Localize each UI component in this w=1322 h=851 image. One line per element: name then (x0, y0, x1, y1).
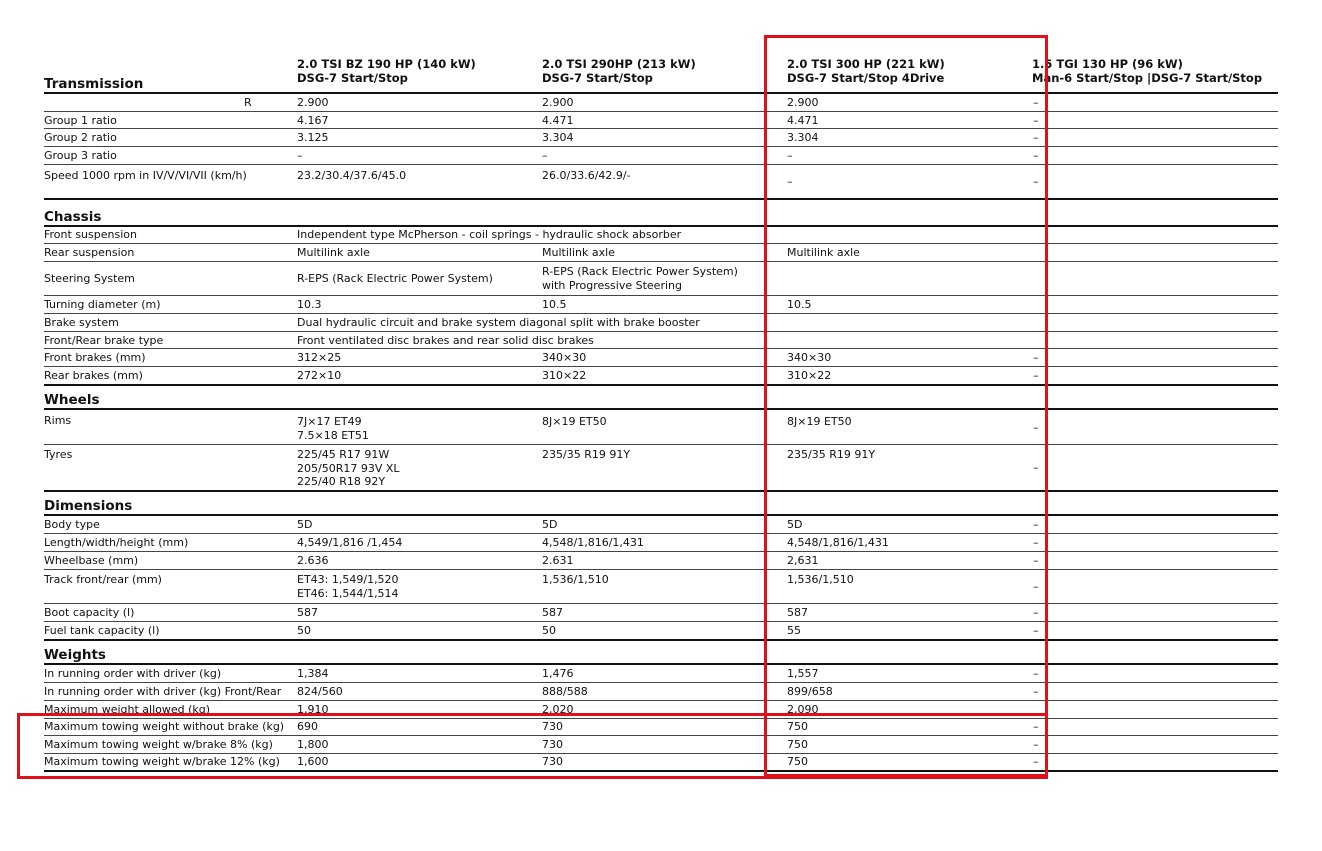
cell-value: 50 (542, 624, 556, 637)
row-label: Group 1 ratio (44, 114, 117, 127)
cell-value: 750 (787, 720, 808, 733)
cell-value: 1,384 (297, 667, 329, 680)
cell-value: 587 (297, 606, 318, 619)
cell-dash: – (1033, 421, 1039, 434)
cell-value: 2,631 (787, 554, 819, 567)
row-label: Rear suspension (44, 246, 135, 259)
cell-value: Independent type McPherson - coil springs - hydraulic shock absorber (297, 228, 682, 241)
row-label: Brake system (44, 316, 119, 329)
row-label: In running order with driver (kg) (44, 667, 222, 680)
divider (44, 663, 1278, 665)
row-label: Turning diameter (m) (44, 298, 161, 311)
cell-value: 5D (787, 518, 803, 531)
row-label: Length/width/height (mm) (44, 536, 189, 549)
row-label: Boot capacity (l) (44, 606, 135, 619)
cell-value: 5D (297, 518, 313, 531)
cell-value: 2.636 (297, 554, 329, 567)
divider (44, 700, 1278, 701)
cell-value: 10.5 (787, 298, 812, 311)
row-label: Body type (44, 518, 100, 531)
section-title-wheels: Wheels (44, 392, 100, 408)
divider (44, 348, 1278, 349)
row-label: Maximum towing weight without brake (kg) (44, 720, 285, 733)
row-label: Front/Rear brake type (44, 334, 164, 347)
cell-value: 1,800 (297, 738, 329, 751)
highlight-box-towing-rows (17, 713, 1048, 779)
divider (44, 551, 1278, 552)
cell-dash: – (1033, 369, 1039, 382)
row-label: Maximum towing weight w/brake 12% (kg) (44, 755, 280, 768)
cell-value: 690 (297, 720, 318, 733)
cell-value: 312×25 (297, 351, 342, 364)
highlight-box-column (764, 35, 1048, 777)
divider (44, 313, 1278, 314)
cell-dash: – (1033, 131, 1039, 144)
divider (44, 639, 1278, 641)
cell-dash: – (1033, 114, 1039, 127)
divider (44, 92, 1278, 94)
divider (44, 331, 1278, 332)
cell-value: 235/35 R19 91Y (542, 448, 631, 461)
cell-dash: – (1033, 554, 1039, 567)
divider (44, 128, 1278, 129)
cell-value: 730 (542, 755, 563, 768)
cell-value: 3.304 (542, 131, 574, 144)
divider (44, 366, 1278, 367)
cell-value: 340×30 (787, 351, 832, 364)
divider (44, 569, 1278, 570)
cell-value: 8J×19 ET50 (787, 415, 852, 428)
cell-value: Multilink axle (542, 246, 615, 259)
row-label: Group 2 ratio (44, 131, 117, 144)
divider (44, 384, 1278, 386)
cell-value: – (297, 149, 303, 162)
cell-value: 3.125 (297, 131, 329, 144)
cell-value: 3.304 (787, 131, 819, 144)
cell-value: 225/45 R17 91W 205/50R17 93V XL 225/40 R18 92Y (297, 448, 400, 488)
cell-value: 272×10 (297, 369, 342, 382)
divider (44, 514, 1278, 516)
cell-value: 235/35 R19 91Y (787, 448, 876, 461)
cell-dash: – (1033, 685, 1039, 698)
cell-value: 4,549/1,816 /1,454 (297, 536, 403, 549)
cell-value: 10.3 (297, 298, 322, 311)
cell-value: Front ventilated disc brakes and rear solid disc brakes (297, 334, 594, 347)
column-header-2 (542, 57, 696, 85)
cell-value: 1,910 (297, 703, 329, 716)
row-label: Front brakes (mm) (44, 351, 146, 364)
divider (44, 408, 1278, 410)
column-header-subtitle: DSG-7 Start/Stop (542, 71, 653, 85)
row-label: Rims (44, 414, 72, 427)
section-title-chassis: Chassis (44, 209, 102, 225)
row-label: Fuel tank capacity (l) (44, 624, 160, 637)
row-label: R (244, 96, 252, 109)
cell-value: 1,536/1,510 (787, 573, 854, 586)
cell-dash: – (1033, 536, 1039, 549)
row-label: Steering System (44, 272, 135, 285)
divider (44, 164, 1278, 165)
cell-value: 2.900 (542, 96, 574, 109)
cell-value: 750 (787, 755, 808, 768)
row-label: Rear brakes (mm) (44, 369, 143, 382)
divider (44, 261, 1278, 262)
cell-value: 730 (542, 738, 563, 751)
cell-value: 4.471 (542, 114, 574, 127)
row-label: Maximum weight allowed (kg) (44, 703, 211, 716)
column-header-subtitle: DSG-7 Start/Stop 4Drive (787, 71, 945, 85)
cell-value: 5D (542, 518, 558, 531)
column-header-title: 2.0 TSI 290HP (213 kW) (542, 57, 696, 71)
divider (44, 603, 1278, 604)
cell-value: 8J×19 ET50 (542, 415, 607, 428)
cell-value: 23.2/30.4/37.6/45.0 (297, 169, 407, 182)
cell-value: 26.0/33.6/42.9/- (542, 169, 631, 182)
divider (44, 444, 1278, 445)
cell-value: 1,557 (787, 667, 819, 680)
cell-value: 50 (297, 624, 311, 637)
cell-value: 730 (542, 720, 563, 733)
divider (44, 621, 1278, 622)
cell-value: R-EPS (Rack Electric Power System) (297, 272, 493, 285)
cell-value: Multilink axle (787, 246, 860, 259)
cell-value: 10.5 (542, 298, 567, 311)
column-header-title: 2.0 TSI 300 HP (221 kW) (787, 57, 945, 71)
column-header-title: 2.0 TSI BZ 190 HP (140 kW) (297, 57, 476, 71)
divider (44, 490, 1278, 492)
cell-value: 824/560 (297, 685, 343, 698)
cell-value: 2.631 (542, 554, 574, 567)
cell-value: 2,090 (787, 703, 819, 716)
cell-value: 1,476 (542, 667, 574, 680)
cell-dash: – (1033, 667, 1039, 680)
cell-value: 7J×17 ET49 7.5×18 ET51 (297, 415, 369, 442)
cell-dash: – (1033, 580, 1039, 593)
divider (44, 225, 1278, 227)
column-header-subtitle: DSG-7 Start/Stop (297, 71, 408, 85)
divider (44, 111, 1278, 112)
column-header-1 (297, 57, 476, 85)
cell-value: 1,536/1,510 (542, 573, 609, 586)
cell-value: 1,600 (297, 755, 329, 768)
column-header-title: 1.5 TGI 130 HP (96 kW) (1032, 57, 1183, 71)
cell-dash: – (1033, 351, 1039, 364)
row-label: Track front/rear (mm) (44, 573, 162, 586)
row-label: Front suspension (44, 228, 137, 241)
cell-value: 4,548/1,816/1,431 (542, 536, 644, 549)
section-title-dimensions: Dimensions (44, 498, 133, 514)
cell-value: – (787, 175, 793, 188)
cell-dash: – (1033, 149, 1039, 162)
divider (44, 146, 1278, 147)
cell-value: 2,020 (542, 703, 574, 716)
row-label: Speed 1000 rpm in IV/V/VI/VII (km/h) (44, 169, 247, 182)
cell-dash: – (1033, 461, 1039, 474)
cell-value: Dual hydraulic circuit and brake system diagonal split with brake booster (297, 316, 700, 329)
divider (44, 243, 1278, 244)
cell-value: 899/658 (787, 685, 833, 698)
cell-value: 2.900 (787, 96, 819, 109)
cell-dash: – (1033, 606, 1039, 619)
cell-value: 587 (542, 606, 563, 619)
cell-dash: – (1033, 518, 1039, 531)
cell-value: 310×22 (787, 369, 832, 382)
cell-value: 4,548/1,816/1,431 (787, 536, 889, 549)
cell-value: R-EPS (Rack Electric Power System) with Progressive Steering (542, 265, 738, 292)
cell-dash: – (1033, 738, 1039, 751)
cell-value: Multilink axle (297, 246, 370, 259)
cell-value: 750 (787, 738, 808, 751)
divider (44, 682, 1278, 683)
row-label: Wheelbase (mm) (44, 554, 139, 567)
cell-value: 310×22 (542, 369, 587, 382)
cell-value: 587 (787, 606, 808, 619)
row-label: In running order with driver (kg) Front/Rear (44, 685, 282, 698)
cell-dash: – (1033, 720, 1039, 733)
column-header-4 (1032, 57, 1262, 85)
cell-value: 4.471 (787, 114, 819, 127)
cell-value: 2.900 (297, 96, 329, 109)
cell-dash: – (1033, 96, 1039, 109)
cell-value: 4.167 (297, 114, 329, 127)
divider (44, 295, 1278, 296)
cell-value: 888/588 (542, 685, 588, 698)
column-header-subtitle: Man-6 Start/Stop |DSG-7 Start/Stop (1032, 71, 1263, 85)
section-title-weights: Weights (44, 647, 106, 663)
cell-value: – (542, 149, 548, 162)
cell-value: 55 (787, 624, 801, 637)
row-label: Tyres (44, 448, 73, 461)
section-title-transmission: Transmission (44, 76, 144, 92)
cell-dash: – (1033, 175, 1039, 188)
divider (44, 198, 1278, 200)
row-label: Group 3 ratio (44, 149, 117, 162)
divider (44, 533, 1278, 534)
row-label: Maximum towing weight w/brake 8% (kg) (44, 738, 273, 751)
cell-value: – (787, 149, 793, 162)
cell-dash: – (1033, 755, 1039, 768)
cell-value: ET43: 1,549/1,520 ET46: 1,544/1,514 (297, 573, 399, 600)
cell-dash: – (1033, 624, 1039, 637)
cell-value: 340×30 (542, 351, 587, 364)
